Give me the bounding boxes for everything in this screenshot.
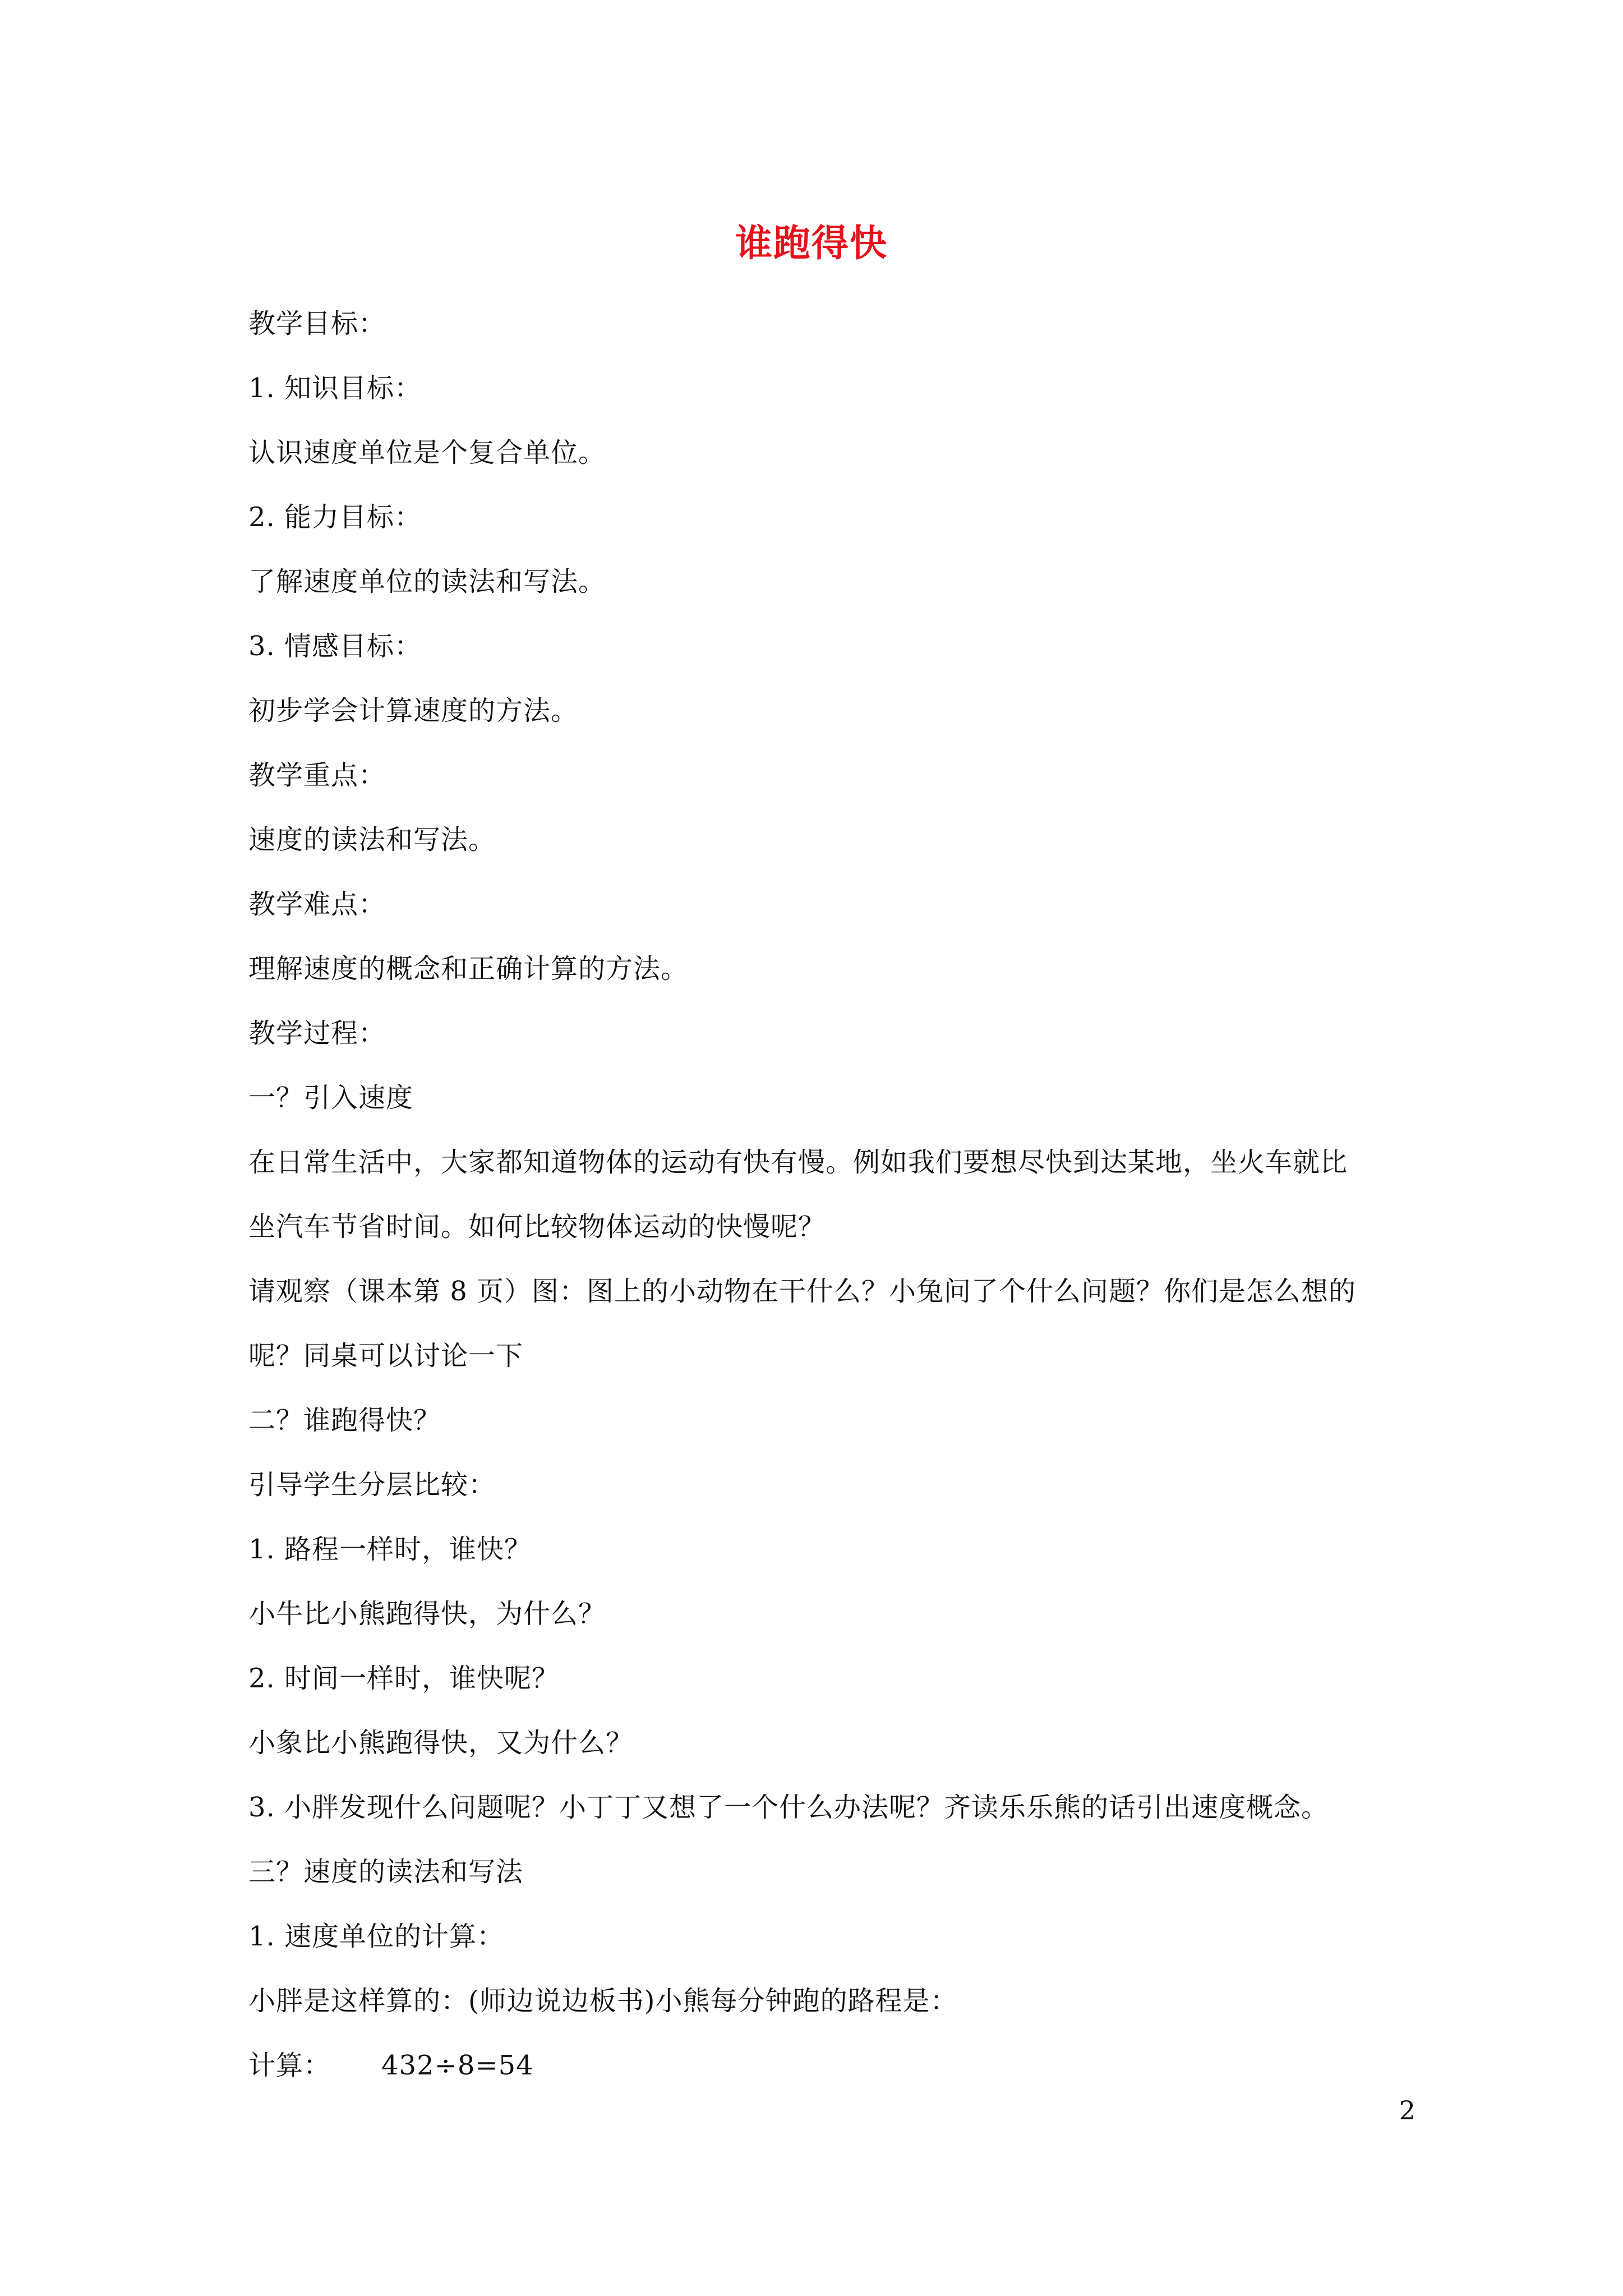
document-body bbox=[248, 292, 1415, 2098]
calc-label: 计算： bbox=[248, 2050, 331, 2081]
text-line: 1. 路程一样时，谁快？ bbox=[248, 1534, 532, 1565]
text-line: 小象比小熊跑得快，又为什么？ bbox=[248, 1727, 634, 1759]
text-line: 教学过程： bbox=[248, 1018, 386, 1049]
text-line: 了解速度单位的读法和写法。 bbox=[248, 566, 606, 597]
text-line: 小牛比小熊跑得快，为什么？ bbox=[248, 1598, 606, 1630]
text-line: 引导学生分层比较： bbox=[248, 1469, 496, 1501]
text-line: 请观察（课本第 8 页）图：图上的小动物在干什么？小兔问了个什么问题？你们是怎么想的 bbox=[248, 1276, 1357, 1307]
text-line: 教学重点： bbox=[248, 760, 386, 791]
text-line: 一？引入速度 bbox=[248, 1082, 414, 1114]
text-line: 1. 速度单位的计算： bbox=[248, 1921, 505, 1952]
text-line: 在日常生活中，大家都知道物体的运动有快有慢。例如我们要想尽快到达某地，坐火车就比 bbox=[248, 1147, 1348, 1178]
calc-expression: 432÷8=54 bbox=[381, 2050, 534, 2081]
text-line: 2. 时间一样时，谁快呢？ bbox=[248, 1663, 560, 1694]
text-line: 二？谁跑得快？ bbox=[248, 1405, 441, 1436]
text-line: 速度的读法和写法。 bbox=[248, 824, 496, 855]
text-line: 3. 情感目标： bbox=[248, 631, 422, 662]
text-line: 理解速度的概念和正确计算的方法。 bbox=[248, 953, 689, 984]
text-line: 认识速度单位是个复合单位。 bbox=[248, 437, 606, 468]
text-line: 小胖是这样算的：(师边说边板书)小熊每分钟跑的路程是： bbox=[248, 1985, 958, 2017]
text-line: 呢？同桌可以讨论一下 bbox=[248, 1340, 524, 1372]
text-line: 2. 能力目标： bbox=[248, 501, 422, 533]
page-title: 谁跑得快 bbox=[735, 222, 888, 265]
text-line: 三？速度的读法和写法 bbox=[248, 1856, 524, 1888]
text-line: 1. 知识目标： bbox=[248, 372, 422, 404]
calc-line bbox=[248, 2033, 1415, 2098]
text-line: 教学难点： bbox=[248, 889, 386, 920]
text-line: 坐汽车节省时间。如何比较物体运动的快慢呢？ bbox=[248, 1211, 826, 1243]
page-number: 2 bbox=[1399, 2095, 1415, 2125]
text-line: 3. 小胖发现什么问题呢？小丁丁又想了一个什么办法呢？齐读乐乐熊的话引出速度概念。 bbox=[248, 1792, 1329, 1823]
text-line: 教学目标： bbox=[248, 308, 386, 339]
text-line: 初步学会计算速度的方法。 bbox=[248, 695, 579, 726]
